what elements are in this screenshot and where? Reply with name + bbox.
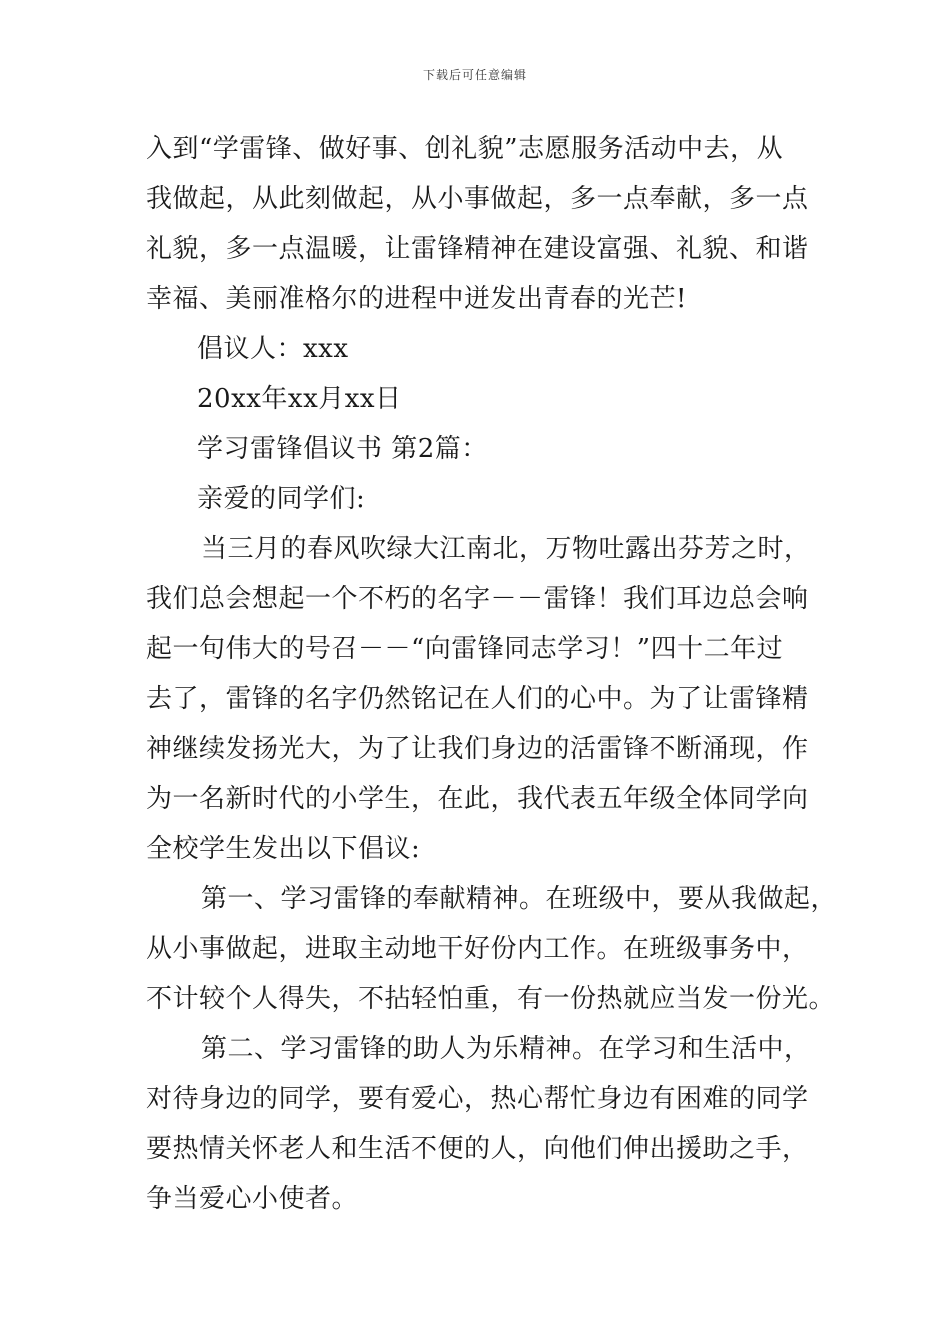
paragraph-line: 去了，雷锋的名字仍然铭记在人们的心中。为了让雷锋精: [146, 684, 809, 714]
paragraph-line: 全校学生发出以下倡议:: [146, 834, 421, 864]
page-header-note: 下载后可任意编辑: [422, 68, 527, 82]
paragraph-line: 我们总会想起一个不朽的名字－－雷锋！我们耳边总会响: [146, 584, 809, 614]
paragraph-line: 对待身边的同学，要有爱心，热心帮忙身边有困难的同学: [146, 1084, 809, 1114]
paragraph-line: 为一名新时代的小学生，在此，我代表五年级全体同学向: [146, 784, 809, 814]
date-line: 20xx年xx月xx日: [197, 384, 402, 414]
paragraph-line: 第一、学习雷锋的奉献精神。在班级中，要从我做起，: [201, 884, 838, 914]
paragraph-line: 当三月的春风吹绿大江南北，万物吐露出芬芳之时，: [201, 534, 811, 564]
paragraph-line: 神继续发扬光大，为了让我们身边的活雷锋不断涌现，作: [146, 734, 809, 764]
paragraph-line: 争当爱心小使者。: [146, 1184, 359, 1214]
salutation: 亲爱的同学们:: [197, 484, 366, 514]
paragraph-line: 入到“学雷锋、做好事、创礼貌”志愿服务活动中去，从: [146, 134, 784, 164]
paragraph-line: 礼貌，多一点温暖，让雷锋精神在建设富强、礼貌、和谐: [146, 234, 809, 264]
paragraph-line: 幸福、美丽准格尔的进程中迸发出青春的光芒!: [146, 284, 687, 314]
section-title: 学习雷锋倡议书 第2篇：: [197, 434, 488, 464]
paragraph-line: 要热情关怀老人和生活不便的人，向他们伸出援助之手，: [146, 1134, 809, 1164]
paragraph-line: 从小事做起，进取主动地干好份内工作。在班级事务中，: [146, 934, 809, 964]
proposer-line: 倡议人：xxx: [197, 334, 349, 364]
paragraph-line: 起一句伟大的号召－－“向雷锋同志学习！”四十二年过: [146, 634, 784, 664]
paragraph-line: 不计较个人得失，不拈轻怕重，有一份热就应当发一份光。: [146, 984, 836, 1014]
paragraph-line: 我做起，从此刻做起，从小事做起，多一点奉献，多一点: [146, 184, 809, 214]
paragraph-line: 第二、学习雷锋的助人为乐精神。在学习和生活中，: [201, 1034, 811, 1064]
